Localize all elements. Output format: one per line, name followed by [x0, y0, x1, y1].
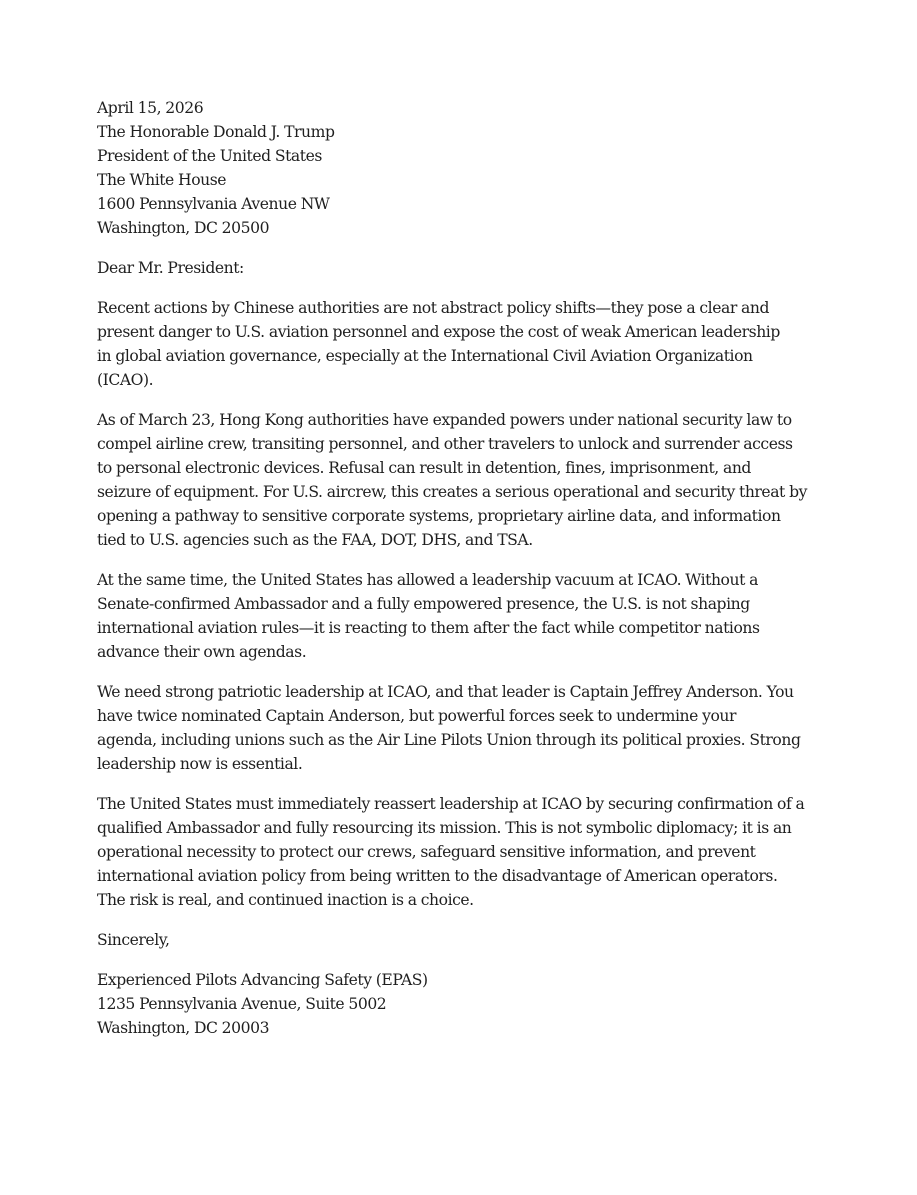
closing	[97, 928, 821, 952]
signature-line: 1235 Pennsylvania Avenue, Suite 5002	[97, 995, 387, 1013]
paragraph-line: seizure of equipment. For U.S. aircrew, this creates a serious operational and security threat by	[97, 483, 807, 501]
paragraph-line: international aviation policy from being written to the disadvantage of American operators.	[97, 867, 778, 885]
paragraph-line: have twice nominated Captain Anderson, but powerful forces seek to undermine your	[97, 707, 737, 725]
recipient-line: Washington, DC 20500	[97, 219, 270, 237]
salutation-text: Dear Mr. President:	[97, 259, 244, 277]
paragraph-line: in global aviation governance, especially at the International Civil Aviation Organization	[97, 347, 753, 365]
paragraph-line: (ICAO).	[97, 371, 154, 389]
paragraph-line: operational necessity to protect our crews, safeguard sensitive information, and prevent	[97, 843, 756, 861]
paragraph-line: qualified Ambassador and fully resourcing its mission. This is not symbolic diplomacy; it is an	[97, 819, 792, 837]
paragraph-line: We need strong patriotic leadership at ICAO, and that leader is Captain Jeffrey Anderson. You	[97, 683, 794, 701]
paragraph-line: Recent actions by Chinese authorities are not abstract policy shifts—they pose a clear and	[97, 299, 770, 317]
letter-date: April 15, 2026	[97, 99, 204, 117]
paragraph-line: agenda, including unions such as the Air Line Pilots Union through its political proxies. Strong	[97, 731, 801, 749]
paragraph-line: At the same time, the United States has allowed a leadership vacuum at ICAO. Without a	[97, 571, 758, 589]
salutation	[97, 256, 821, 280]
recipient-line: The White House	[97, 171, 227, 189]
paragraph-line: As of March 23, Hong Kong authorities have expanded powers under national security law to	[97, 411, 792, 429]
paragraph-line: The United States must immediately reassert leadership at ICAO by securing confirmation of a	[97, 795, 805, 813]
recipient-line: President of the United States	[97, 147, 322, 165]
paragraph-line: to personal electronic devices. Refusal can result in detention, fines, imprisonment, and	[97, 459, 751, 477]
body-paragraph-1	[97, 296, 821, 392]
paragraph-line: present danger to U.S. aviation personnel and expose the cost of weak American leadership	[97, 323, 780, 341]
body-paragraph-5	[97, 792, 821, 912]
signature-line: Experienced Pilots Advancing Safety (EPAS)	[97, 971, 428, 989]
closing-text: Sincerely,	[97, 931, 170, 949]
recipient-line: The Honorable Donald J. Trump	[97, 123, 335, 141]
paragraph-line: leadership now is essential.	[97, 755, 303, 773]
body-paragraph-3	[97, 568, 821, 664]
signature-block	[97, 968, 821, 1040]
paragraph-line: tied to U.S. agencies such as the FAA, DOT, DHS, and TSA.	[97, 531, 533, 549]
paragraph-line: opening a pathway to sensitive corporate systems, proprietary airline data, and information	[97, 507, 781, 525]
signature-line: Washington, DC 20003	[97, 1019, 270, 1037]
paragraph-line: The risk is real, and continued inaction is a choice.	[97, 891, 474, 909]
paragraph-line: international aviation rules—it is reacting to them after the fact while competitor nations	[97, 619, 760, 637]
letter-header	[97, 96, 821, 240]
body-paragraph-2	[97, 408, 821, 552]
recipient-line: 1600 Pennsylvania Avenue NW	[97, 195, 330, 213]
paragraph-line: Senate-confirmed Ambassador and a fully empowered presence, the U.S. is not shaping	[97, 595, 750, 613]
paragraph-line: compel airline crew, transiting personnel, and other travelers to unlock and surrender access	[97, 435, 793, 453]
paragraph-line: advance their own agendas.	[97, 643, 307, 661]
body-paragraph-4	[97, 680, 821, 776]
